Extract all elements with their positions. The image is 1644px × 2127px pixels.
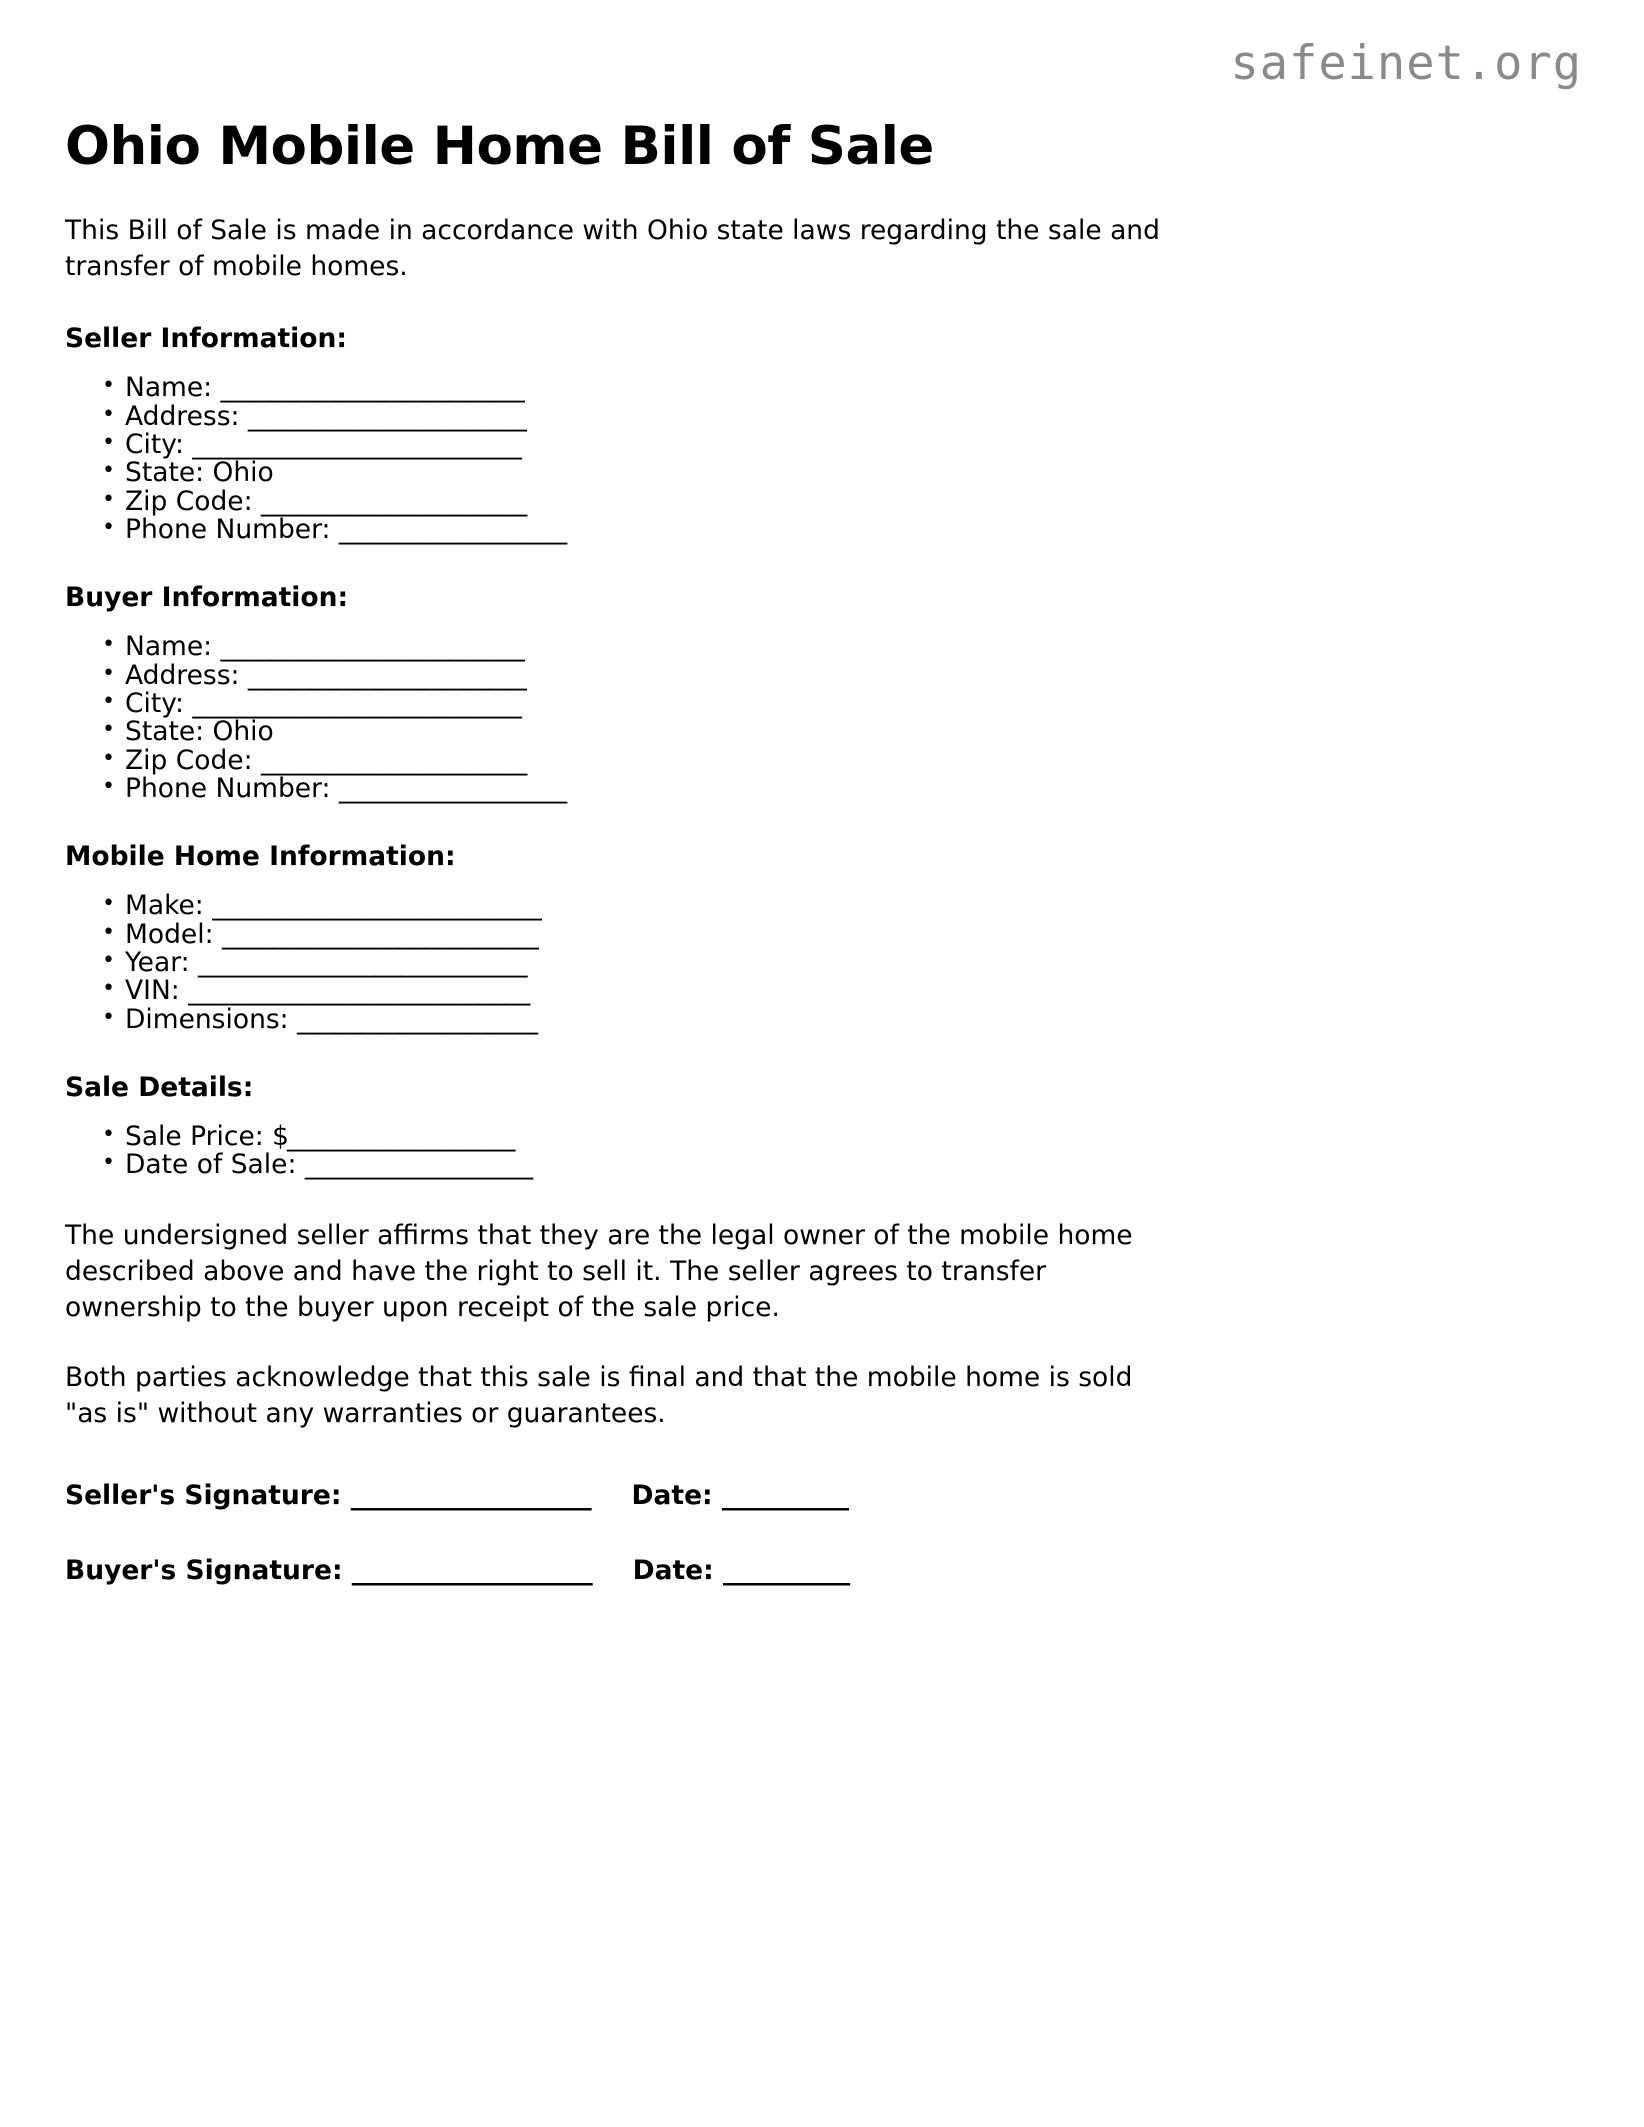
field-list-mobile-home [65,872,1579,1034]
field-row [65,1003,1579,1035]
field-blank[interactable]: __________________ [338,773,567,805]
field-blank[interactable]: ________________________ [220,631,525,663]
field-label: Name: [125,631,213,663]
buyer-signature-blank[interactable]: ___________________ [351,1554,593,1586]
field-blank[interactable]: __________________ [287,1121,515,1153]
field-row [65,485,1579,517]
field-label: Model: [125,918,214,950]
field-row [65,718,1579,746]
field-label: Phone Number: [125,514,331,546]
buyer-signature-label: Buyer's Signature: [65,1554,343,1586]
field-row [65,744,1579,776]
page-title: Ohio Mobile Home Bill of Sale [65,116,934,177]
buyer-date-label: Date: [632,1554,714,1586]
section-heading-seller: Seller Information: [65,323,347,355]
field-label: State: Ohio [125,716,274,748]
field-label: Date of Sale: [125,1149,297,1181]
field-blank[interactable]: __________________________ [192,688,522,720]
field-label: Zip Code: [125,744,253,776]
field-blank[interactable]: ___________________ [297,1003,538,1035]
field-row [65,428,1579,460]
seller-signature-label: Seller's Signature: [65,1479,342,1511]
field-blank[interactable]: _____________________ [260,744,527,776]
buyer-date-blank[interactable]: __________ [722,1554,850,1586]
field-row [65,659,1579,691]
field-row [65,400,1579,432]
field-blank[interactable]: _____________________ [260,485,527,517]
field-label: Address: [125,400,240,432]
field-label: VIN: [125,975,180,1007]
field-label: Make: [125,890,204,922]
field-label: State: Ohio [125,457,274,489]
closing-paragraph-as-is: Both parties acknowledge that this sale is final and that the mobile home is sold "as is" without any warranties or guarantees. [65,1361,1133,1429]
field-list-buyer [65,613,1579,803]
field-row [65,949,1579,977]
field-row [65,892,1579,920]
signature-row-buyer [65,1511,1579,1586]
field-label: Phone Number: [125,773,331,805]
seller-date-label: Date: [631,1479,713,1511]
closing-paragraph-affirmation: The undersigned seller affirms that they are the legal owner of the mobile home described above and have the right to sell it. The seller agrees to transfer ownership to the buyer upon receipt of the sale price. [65,1219,1133,1323]
field-blank[interactable]: ________________________ [220,372,525,404]
field-blank[interactable]: __________________ [338,514,567,546]
field-list-seller [65,354,1579,544]
section-heading-sale-details: Sale Details: [65,1072,254,1104]
field-row [65,690,1579,718]
field-label: Zip Code: [125,485,253,517]
field-label: Year: [125,947,190,979]
field-blank[interactable]: __________________________ [212,890,542,922]
field-row [65,459,1579,487]
field-row [65,775,1579,803]
field-list-sale-details [65,1103,1579,1180]
field-label: City: [125,688,184,720]
field-label: Dimensions: [125,1003,289,1035]
field-label: Sale Price: $ [125,1121,290,1153]
field-row [65,1151,1579,1179]
seller-signature-blank[interactable]: ___________________ [350,1479,592,1511]
field-label: City: [125,428,184,460]
field-blank[interactable]: ______________________ [247,659,527,691]
field-row [65,374,1579,402]
seller-date-blank[interactable]: __________ [721,1479,849,1511]
section-heading-mobile-home: Mobile Home Information: [65,841,456,873]
field-blank[interactable]: __________________ [304,1149,533,1181]
site-watermark: safeinet.org [1230,36,1582,91]
field-label: Name: [125,372,213,404]
intro-paragraph: This Bill of Sale is made in accordance with Ohio state laws regarding the sale and transfer of mobile homes. [65,215,1160,283]
field-blank[interactable]: ______________________ [247,400,527,432]
field-row [65,516,1579,544]
field-row [65,977,1579,1005]
field-row [65,918,1579,950]
field-row [65,633,1579,661]
field-blank[interactable]: _________________________ [221,918,539,950]
signature-row-seller [65,1432,1579,1511]
field-row [65,1123,1579,1151]
field-blank[interactable]: __________________________ [198,947,527,979]
field-blank[interactable]: __________________________ [192,428,522,460]
field-blank[interactable]: ___________________________ [188,975,530,1007]
section-heading-buyer: Buyer Information: [65,582,349,614]
field-label: Address: [125,659,240,691]
